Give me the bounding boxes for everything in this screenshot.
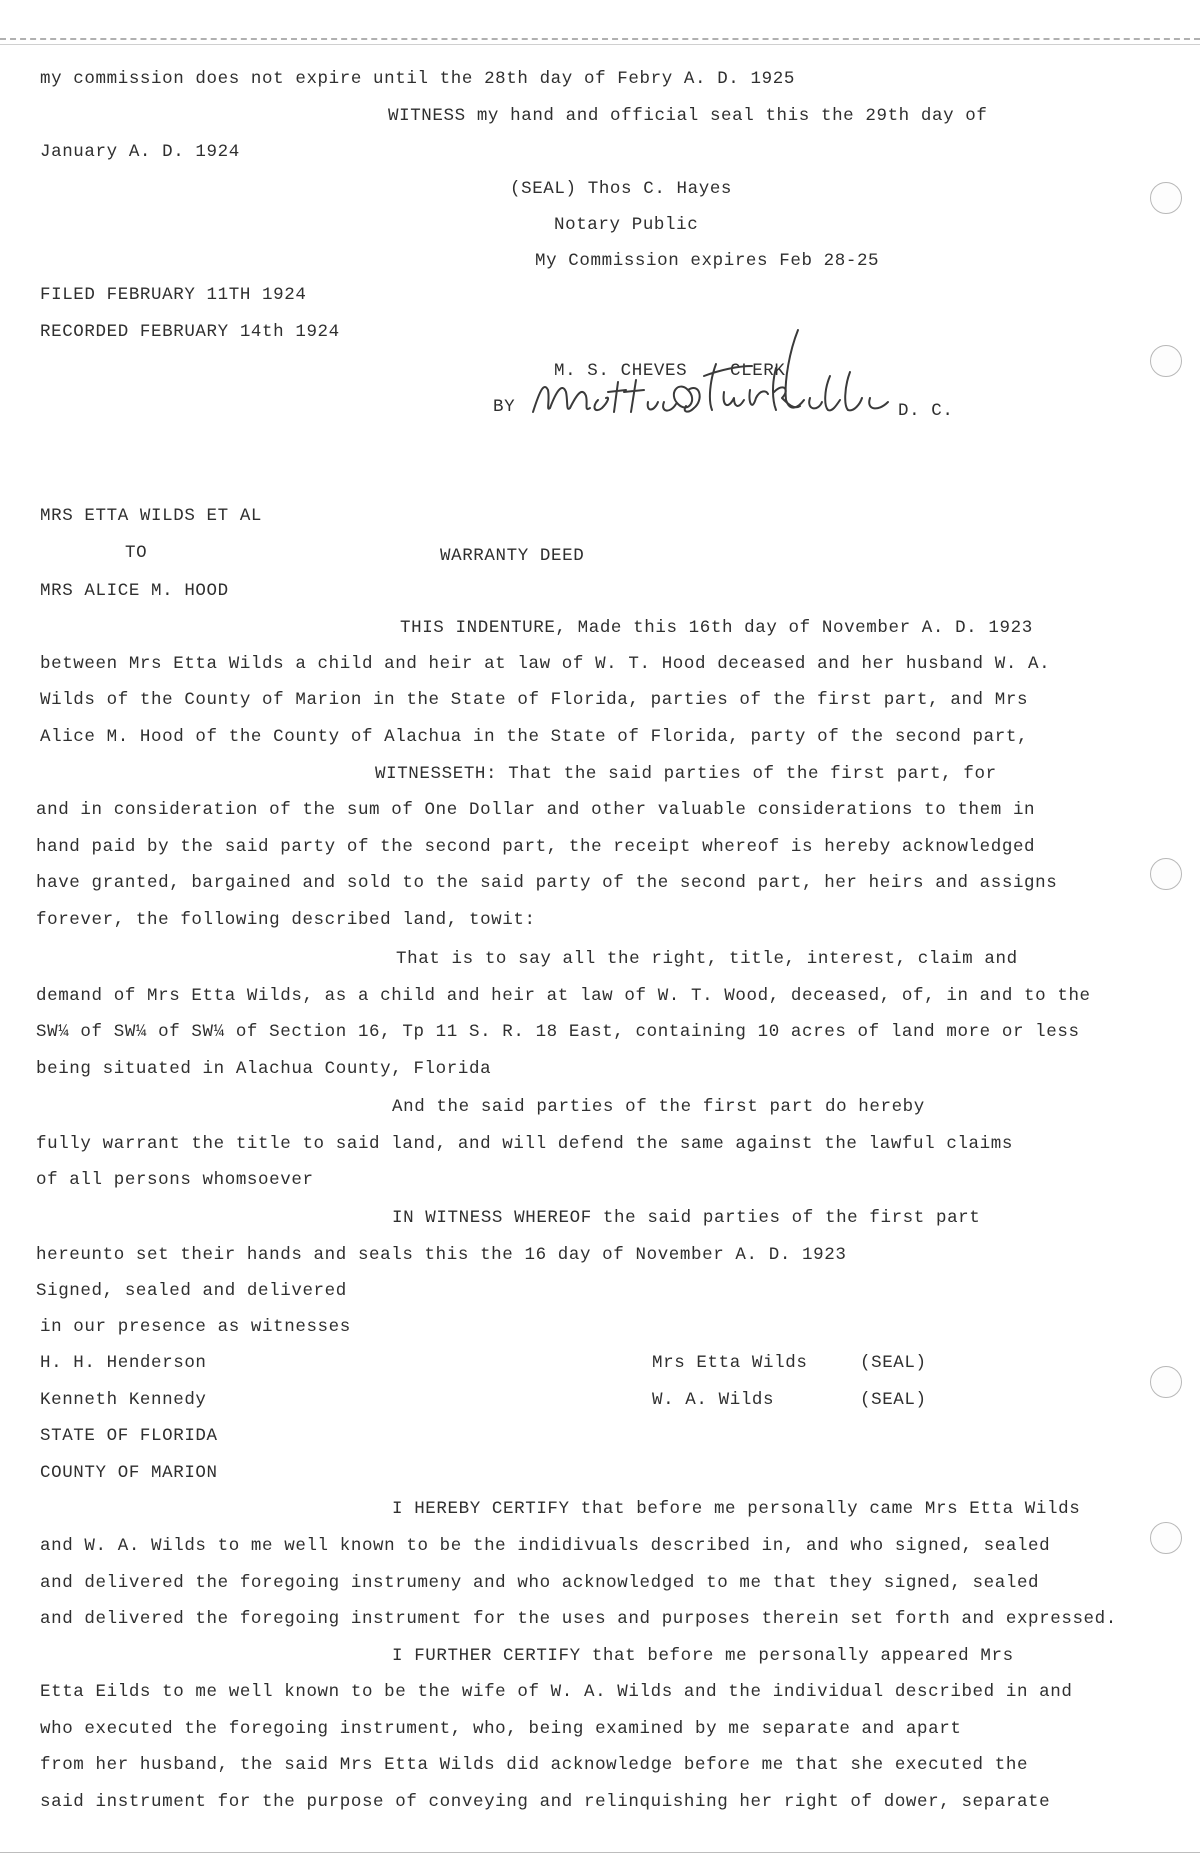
page-top-border-inner: [0, 44, 1200, 45]
text-line: IN WITNESS WHEREOF the said parties of the first part: [392, 1208, 981, 1228]
page-bottom-border: [0, 1852, 1200, 1853]
text-line: between Mrs Etta Wilds a child and heir at law of W. T. Hood deceased and her husband W. A.: [40, 654, 1051, 674]
text-line: demand of Mrs Etta Wilds, as a child and heir at law of W. T. Wood, deceased, of, in and to the: [36, 986, 1091, 1006]
punch-hole-1: [1150, 182, 1182, 214]
signatory-name: Mrs Etta Wilds: [652, 1353, 808, 1373]
text-line: Wilds of the County of Marion in the State of Florida, parties of the first part, and Mrs: [40, 690, 1029, 710]
text-line: Etta Eilds to me well known to be the wife of W. A. Wilds and the individual described in and: [40, 1682, 1073, 1702]
text-line: I HEREBY CERTIFY that before me personally came Mrs Etta Wilds: [392, 1499, 1081, 1519]
text-line: of all persons whomsoever: [36, 1170, 314, 1190]
text-line: my commission does not expire until the 28th day of Febry A. D. 1925: [40, 69, 795, 89]
text-line: hereunto set their hands and seals this the 16 day of November A. D. 1923: [36, 1245, 847, 1265]
text-line: My Commission expires Feb 28-25: [535, 251, 880, 271]
text-line: THIS INDENTURE, Made this 16th day of November A. D. 1923: [400, 618, 1033, 638]
text-line: WITNESSETH: That the said parties of the first part, for: [375, 764, 997, 784]
text-line: STATE OF FLORIDA: [40, 1426, 218, 1446]
text-line: who executed the foregoing instrument, who, being examined by me separate and apart: [40, 1719, 962, 1739]
text-line: from her husband, the said Mrs Etta Wilds did acknowledge before me that she executed the: [40, 1755, 1029, 1775]
handwritten-signature: [528, 320, 908, 430]
text-line: (SEAL) Thos C. Hayes: [510, 179, 733, 199]
page-top-border: [0, 38, 1200, 40]
punch-hole-2: [1150, 345, 1182, 377]
text-line: said instrument for the purpose of conveying and relinquishing her right of dower, separate: [40, 1792, 1051, 1812]
punch-hole-3: [1150, 858, 1182, 890]
text-line: and W. A. Wilds to me well known to be the indidivuals described in, and who signed, sealed: [40, 1536, 1051, 1556]
text-line: fully warrant the title to said land, and will defend the same against the lawful claims: [36, 1134, 1013, 1154]
text-line: and delivered the foregoing instrumeny and who acknowledged to me that they signed, sealed: [40, 1573, 1040, 1593]
text-line: And the said parties of the first part do hereby: [392, 1097, 925, 1117]
text-line: Notary Public: [554, 215, 699, 235]
text-line: hand paid by the said party of the second part, the receipt whereof is hereby acknowledged: [36, 837, 1036, 857]
seal-label: (SEAL): [860, 1353, 927, 1373]
text-line: January A. D. 1924: [40, 142, 240, 162]
clerk-title: CLERK: [730, 361, 786, 381]
text-line: and delivered the foregoing instrument for the uses and purposes therein set forth and expressed.: [40, 1609, 1117, 1629]
deputy-clerk-label: D. C.: [898, 401, 954, 421]
document-title: WARRANTY DEED: [440, 546, 585, 566]
text-line: RECORDED FEBRUARY 14th 1924: [40, 322, 340, 342]
clerk-name: M. S. CHEVES: [554, 361, 688, 381]
text-line: and in consideration of the sum of One Dollar and other valuable considerations to them in: [36, 800, 1036, 820]
text-line: in our presence as witnesses: [40, 1317, 351, 1337]
signatory-name: W. A. Wilds: [652, 1390, 775, 1410]
text-line: SW¼ of SW¼ of SW¼ of Section 16, Tp 11 S. R. 18 East, containing 10 acres of land more or less: [36, 1022, 1080, 1042]
text-line: COUNTY OF MARION: [40, 1463, 218, 1483]
text-line: being situated in Alachua County, Florida: [36, 1059, 492, 1079]
text-line: Alice M. Hood of the County of Alachua in the State of Florida, party of the second part,: [40, 727, 1029, 747]
text-line: That is to say all the right, title, interest, claim and: [396, 949, 1018, 969]
by-label: BY: [493, 397, 516, 417]
punch-hole-5: [1150, 1522, 1182, 1554]
text-line: TO: [125, 543, 148, 563]
text-line: MRS ALICE M. HOOD: [40, 581, 229, 601]
text-line: FILED FEBRUARY 11TH 1924: [40, 285, 307, 305]
text-line: Signed, sealed and delivered: [36, 1281, 347, 1301]
text-line: I FURTHER CERTIFY that before me personally appeared Mrs: [392, 1646, 1014, 1666]
text-line: WITNESS my hand and official seal this the 29th day of: [388, 106, 988, 126]
text-line: forever, the following described land, towit:: [36, 910, 536, 930]
text-line: have granted, bargained and sold to the said party of the second part, her heirs and assigns: [36, 873, 1058, 893]
text-line: MRS ETTA WILDS ET AL: [40, 506, 263, 526]
witness-name: H. H. Henderson: [40, 1353, 207, 1373]
punch-hole-4: [1150, 1366, 1182, 1398]
witness-name: Kenneth Kennedy: [40, 1390, 207, 1410]
seal-label: (SEAL): [860, 1390, 927, 1410]
